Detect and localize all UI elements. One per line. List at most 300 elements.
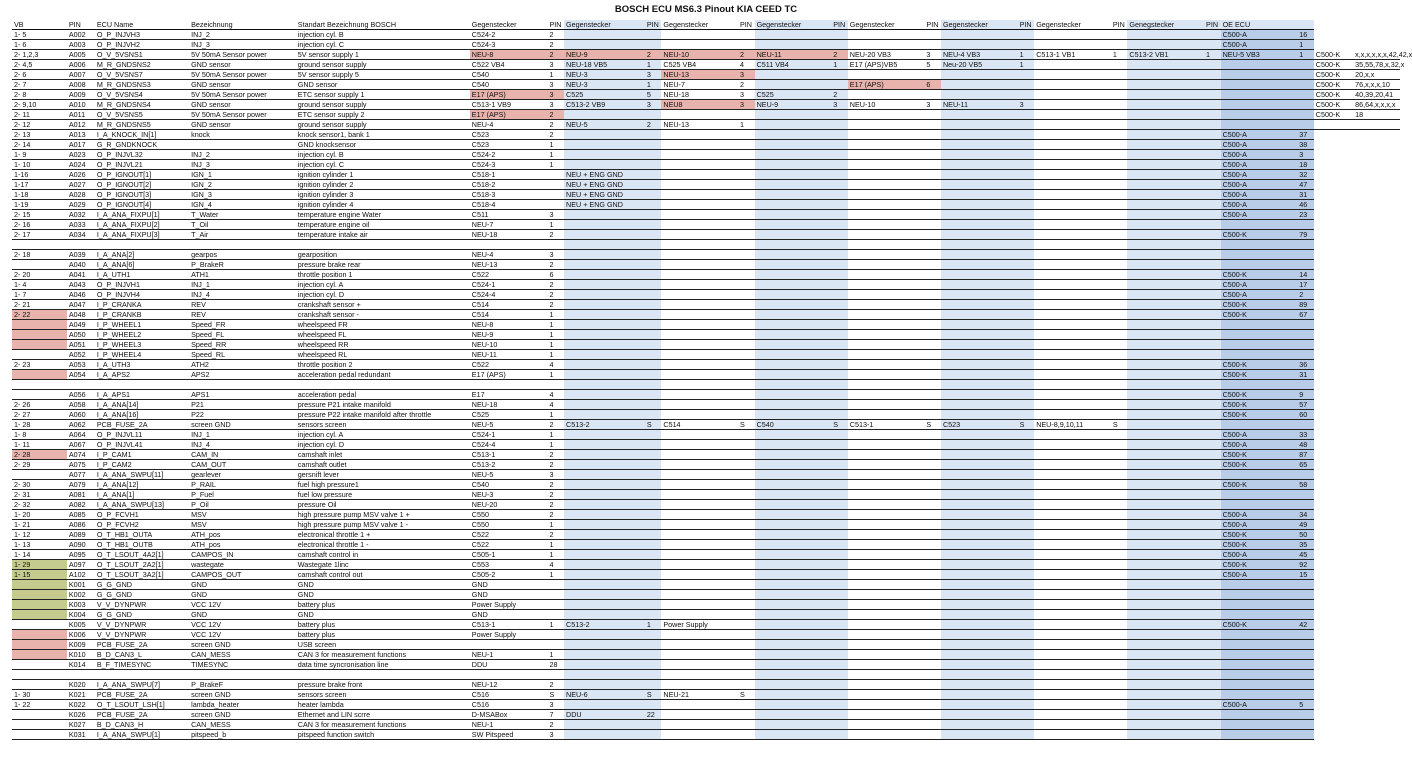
table-cell: 35: [1297, 540, 1314, 550]
table-cell: [564, 270, 645, 280]
table-cell: [1018, 160, 1035, 170]
table-cell: [831, 710, 848, 720]
table-cell: NEU-18: [470, 230, 548, 240]
table-cell: C500-K: [1221, 530, 1298, 540]
table-cell: [738, 260, 755, 270]
table-cell: [661, 460, 738, 470]
table-cell: [738, 720, 755, 730]
table-cell: [1127, 300, 1204, 310]
table-cell: 6: [547, 270, 564, 280]
table-cell: A074: [67, 450, 95, 460]
table-cell: [1297, 350, 1314, 360]
table-cell: [661, 710, 738, 720]
table-cell: camshaft outlet: [296, 460, 470, 470]
table-cell: [941, 460, 1018, 470]
table-cell: [924, 240, 941, 250]
table-cell: C516: [470, 700, 548, 710]
table-cell: [755, 240, 832, 250]
table-cell: 22: [645, 710, 662, 720]
table-cell: K003: [67, 600, 95, 610]
table-cell: [12, 660, 67, 670]
table-cell: [645, 400, 662, 410]
table-cell: [1221, 630, 1298, 640]
table-cell: NEU-9: [755, 100, 832, 110]
table-cell: [941, 700, 1018, 710]
table-cell: 2: [547, 500, 564, 510]
header-cell: Bezeichnung: [189, 20, 296, 30]
table-cell: [1111, 590, 1128, 600]
table-cell: I_P_WHEEL1: [95, 320, 189, 330]
table-cell: [831, 30, 848, 40]
table-cell: DDU: [470, 660, 548, 670]
table-cell: C500-A: [1221, 40, 1298, 50]
table-cell: [1018, 120, 1035, 130]
table-cell: O_T_LSOUT_4A2[1]: [95, 550, 189, 560]
table-cell: [1204, 280, 1221, 290]
table-cell: [564, 470, 645, 480]
table-cell: [755, 680, 832, 690]
table-cell: [941, 260, 1018, 270]
table-cell: C500-K: [1221, 560, 1298, 570]
table-cell: 3: [738, 90, 755, 100]
table-cell: [1034, 310, 1111, 320]
sheet-title: BOSCH ECU MS6.3 Pinout KIA CEED TC: [614, 4, 798, 15]
table-cell: I_A_ANA[12]: [95, 480, 189, 490]
table-cell: [1297, 720, 1314, 730]
table-cell: [941, 490, 1018, 500]
table-cell: [1221, 730, 1298, 740]
header-cell: PIN: [1204, 20, 1221, 30]
table-cell: C513-1: [470, 620, 548, 630]
table-cell: [661, 500, 738, 510]
table-cell: [1018, 690, 1035, 700]
table-cell: [12, 720, 67, 730]
table-cell: C500-A: [1221, 570, 1298, 580]
table-cell: [645, 510, 662, 520]
table-cell: [755, 610, 832, 620]
table-cell: NEU-7: [470, 220, 548, 230]
table-cell: [12, 330, 67, 340]
table-cell: S: [547, 690, 564, 700]
table-cell: [661, 310, 738, 320]
table-cell: 2: [547, 230, 564, 240]
table-cell: [1034, 110, 1111, 120]
table-cell: [848, 630, 925, 640]
table-cell: C511 VB4: [755, 60, 832, 70]
table-cell: [831, 440, 848, 450]
table-cell: [661, 270, 738, 280]
table-cell: M_R_GNDSNS4: [95, 100, 189, 110]
table-cell: [924, 350, 941, 360]
table-cell: [1034, 720, 1111, 730]
table-cell: [661, 340, 738, 350]
table-cell: [738, 450, 755, 460]
table-cell: [67, 670, 95, 680]
table-cell: [848, 140, 925, 150]
table-cell: [1018, 660, 1035, 670]
table-cell: [755, 110, 832, 120]
table-cell: 2: [547, 130, 564, 140]
table-cell: [1204, 100, 1221, 110]
table-cell: [755, 570, 832, 580]
table-cell: C524-4: [470, 440, 548, 450]
table-cell: [1111, 380, 1128, 390]
table-cell: [645, 580, 662, 590]
table-cell: [1221, 720, 1298, 730]
table-cell: [755, 280, 832, 290]
table-cell: acceleration pedal redundant: [296, 370, 470, 380]
table-cell: [189, 380, 296, 390]
table-cell: [1127, 360, 1204, 370]
table-cell: [848, 380, 925, 390]
table-cell: [1127, 530, 1204, 540]
table-cell: [661, 130, 738, 140]
table-cell: [645, 250, 662, 260]
table-cell: NEU-6: [564, 690, 645, 700]
table-cell: 1: [547, 340, 564, 350]
table-cell: [755, 250, 832, 260]
table-cell: [755, 460, 832, 470]
table-cell: [1127, 620, 1204, 630]
table-cell: [738, 660, 755, 670]
table-cell: [1111, 600, 1128, 610]
table-cell: 65: [1297, 460, 1314, 470]
table-cell: [661, 320, 738, 330]
table-cell: [661, 110, 738, 120]
table-cell: [1297, 120, 1314, 130]
table-cell: [1018, 180, 1035, 190]
table-cell: battery plus: [296, 620, 470, 630]
table-cell: [755, 300, 832, 310]
table-cell: 47: [1297, 180, 1314, 190]
table-cell: [564, 650, 645, 660]
table-row: [12, 120, 1400, 130]
table-cell: [1018, 260, 1035, 270]
table-cell: [1127, 100, 1204, 110]
table-cell: 5V 50mA Sensor power: [189, 70, 296, 80]
table-cell: [1111, 240, 1128, 250]
table-cell: 2: [738, 80, 755, 90]
table-cell: [848, 170, 925, 180]
table-cell: 1: [1297, 40, 1314, 50]
table-cell: [1018, 150, 1035, 160]
table-cell: [12, 640, 67, 650]
table-cell: [1034, 300, 1111, 310]
table-cell: [941, 230, 1018, 240]
table-cell: [738, 560, 755, 570]
table-cell: [661, 140, 738, 150]
table-cell: 3: [547, 80, 564, 90]
table-cell: [1204, 570, 1221, 580]
table-cell: [1111, 410, 1128, 420]
table-cell: [1127, 410, 1204, 420]
table-row: [12, 500, 1400, 510]
table-cell: 32: [1297, 170, 1314, 180]
table-cell: C500-K: [1314, 100, 1353, 110]
table-cell: [661, 330, 738, 340]
table-cell: [738, 330, 755, 340]
table-cell: 1- 6: [12, 40, 67, 50]
table-cell: [1204, 550, 1221, 560]
table-cell: [1127, 710, 1204, 720]
table-cell: [645, 460, 662, 470]
table-cell: O_P_INJVH4: [95, 290, 189, 300]
table-cell: [661, 210, 738, 220]
table-cell: [738, 310, 755, 320]
table-cell: electronical throttle 1 -: [296, 540, 470, 550]
table-cell: injection cyl. C: [296, 40, 470, 50]
table-cell: I_A_ANA_SWPU[1]: [95, 730, 189, 740]
table-cell: [831, 650, 848, 660]
table-cell: C524-2: [470, 30, 548, 40]
table-cell: M_R_GNDSNS3: [95, 80, 189, 90]
table-cell: M_R_GNDSNS2: [95, 60, 189, 70]
table-cell: [564, 290, 645, 300]
table-cell: [738, 440, 755, 450]
table-cell: [1127, 490, 1204, 500]
table-cell: [1221, 600, 1298, 610]
table-cell: GND sensor: [189, 60, 296, 70]
table-cell: [755, 190, 832, 200]
table-cell: 2: [547, 450, 564, 460]
table-cell: pressure P21 intake manifold: [296, 400, 470, 410]
table-cell: [296, 240, 470, 250]
table-cell: [831, 250, 848, 260]
table-cell: [831, 300, 848, 310]
table-cell: [661, 280, 738, 290]
table-cell: [738, 110, 755, 120]
table-cell: [645, 260, 662, 270]
table-cell: 3: [547, 250, 564, 260]
table-cell: [831, 370, 848, 380]
table-cell: [1204, 680, 1221, 690]
table-cell: [661, 570, 738, 580]
table-cell: [1034, 510, 1111, 520]
table-cell: 1: [547, 310, 564, 320]
table-cell: [831, 530, 848, 540]
table-cell: C500-A: [1221, 520, 1298, 530]
table-cell: C524-4: [470, 290, 548, 300]
table-cell: [924, 490, 941, 500]
table-cell: [1111, 610, 1128, 620]
table-cell: 2- 26: [12, 400, 67, 410]
table-row: [12, 630, 1400, 640]
table-cell: [831, 500, 848, 510]
table-cell: 1: [1018, 60, 1035, 70]
table-cell: [1204, 360, 1221, 370]
table-cell: K006: [67, 630, 95, 640]
table-cell: [924, 510, 941, 520]
table-cell: [924, 500, 941, 510]
table-cell: NEU-18 VB5: [564, 60, 645, 70]
table-cell: [831, 240, 848, 250]
table-cell: P_BrakeF: [189, 680, 296, 690]
table-cell: E17: [470, 390, 548, 400]
table-cell: [661, 490, 738, 500]
table-cell: [1127, 540, 1204, 550]
table-cell: C524-3: [470, 40, 548, 50]
table-cell: battery plus: [296, 630, 470, 640]
table-cell: [1297, 630, 1314, 640]
table-cell: [645, 540, 662, 550]
table-cell: 2- 20: [12, 270, 67, 280]
table-cell: 2: [547, 120, 564, 130]
table-cell: O_T_HB1_OUTA: [95, 530, 189, 540]
table-cell: A013: [67, 130, 95, 140]
table-cell: [1111, 170, 1128, 180]
table-cell: [1204, 620, 1221, 630]
table-cell: [645, 700, 662, 710]
table-cell: [755, 370, 832, 380]
table-cell: [831, 200, 848, 210]
table-cell: [1111, 310, 1128, 320]
table-cell: [848, 650, 925, 660]
table-cell: [547, 670, 564, 680]
table-cell: [738, 240, 755, 250]
table-cell: 2- 23: [12, 360, 67, 370]
table-cell: A026: [67, 170, 95, 180]
table-cell: [738, 630, 755, 640]
table-row: [12, 170, 1400, 180]
table-cell: K020: [67, 680, 95, 690]
table-cell: lambda_heater: [189, 700, 296, 710]
table-cell: [738, 410, 755, 420]
table-cell: [1018, 220, 1035, 230]
table-cell: P_Oil: [189, 500, 296, 510]
table-cell: 16: [1297, 30, 1314, 40]
table-cell: O_V_5VSNS1: [95, 50, 189, 60]
table-cell: 2- 7: [12, 80, 67, 90]
table-cell: C513-2 VB1: [1127, 50, 1204, 60]
table-cell: [1204, 690, 1221, 700]
table-cell: electronical throttle 1 +: [296, 530, 470, 540]
table-cell: [1204, 420, 1221, 430]
table-cell: camshaft inlet: [296, 450, 470, 460]
table-cell: [1018, 670, 1035, 680]
table-cell: [738, 540, 755, 550]
table-cell: 2- 12: [12, 120, 67, 130]
table-cell: C500-A: [1221, 30, 1298, 40]
table-cell: 1: [547, 350, 564, 360]
table-cell: A048: [67, 310, 95, 320]
table-cell: 1- 30: [12, 690, 67, 700]
table-cell: 2: [547, 50, 564, 60]
table-cell: A041: [67, 270, 95, 280]
table-cell: [1111, 660, 1128, 670]
table-cell: [848, 360, 925, 370]
table-cell: NEU-12: [470, 680, 548, 690]
table-cell: [941, 640, 1018, 650]
table-cell: 1- 15: [12, 570, 67, 580]
table-cell: C518-3: [470, 190, 548, 200]
table-cell: [1204, 560, 1221, 570]
table-cell: [1127, 650, 1204, 660]
table-cell: [831, 230, 848, 240]
table-cell: [831, 610, 848, 620]
table-cell: [738, 430, 755, 440]
table-cell: [738, 600, 755, 610]
table-cell: [924, 200, 941, 210]
table-cell: [1204, 460, 1221, 470]
table-cell: [848, 710, 925, 720]
table-cell: 1: [1111, 50, 1128, 60]
table-cell: [755, 80, 832, 90]
table-cell: [831, 550, 848, 560]
table-cell: NEU-7: [661, 80, 738, 90]
table-cell: [1127, 550, 1204, 560]
table-cell: [1018, 330, 1035, 340]
table-cell: [1297, 730, 1314, 740]
table-cell: 38: [1297, 140, 1314, 150]
table-row: [12, 680, 1400, 690]
table-cell: [848, 560, 925, 570]
table-cell: [924, 700, 941, 710]
table-cell: [1034, 680, 1111, 690]
table-cell: [1111, 110, 1128, 120]
table-cell: [564, 30, 645, 40]
table-cell: [1111, 440, 1128, 450]
table-cell: [1204, 170, 1221, 180]
table-cell: wastegate: [189, 560, 296, 570]
table-cell: [1034, 450, 1111, 460]
table-cell: [848, 690, 925, 700]
table-cell: [1297, 710, 1314, 720]
table-cell: [738, 40, 755, 50]
table-cell: [755, 540, 832, 550]
table-cell: [1018, 140, 1035, 150]
table-cell: [1111, 30, 1128, 40]
table-cell: [1034, 380, 1111, 390]
table-cell: C522 VB4: [470, 60, 548, 70]
header-cell: Gegenstecker: [848, 20, 925, 30]
table-cell: 2: [547, 720, 564, 730]
table-cell: [941, 570, 1018, 580]
table-cell: [1034, 150, 1111, 160]
table-cell: [1018, 270, 1035, 280]
table-cell: 1: [547, 150, 564, 160]
table-cell: [831, 110, 848, 120]
table-cell: 2: [547, 290, 564, 300]
table-cell: [564, 250, 645, 260]
table-cell: [1221, 250, 1298, 260]
table-cell: [1034, 370, 1111, 380]
table-cell: [1034, 480, 1111, 490]
table-cell: G_G_GND: [95, 580, 189, 590]
table-cell: [755, 450, 832, 460]
table-cell: 1- 8: [12, 430, 67, 440]
table-cell: O_P_INJVH2: [95, 40, 189, 50]
table-cell: [924, 410, 941, 420]
table-cell: [661, 610, 738, 620]
table-cell: [661, 510, 738, 520]
table-cell: [1111, 450, 1128, 460]
table-cell: [1111, 270, 1128, 280]
table-cell: [924, 70, 941, 80]
table-cell: [1204, 250, 1221, 260]
table-cell: 2- 22: [12, 310, 67, 320]
table-cell: [848, 280, 925, 290]
table-cell: [755, 330, 832, 340]
table-cell: [1204, 580, 1221, 590]
table-cell: ATH2: [189, 360, 296, 370]
table-cell: C500-K: [1221, 400, 1298, 410]
table-cell: [1034, 270, 1111, 280]
table-cell: [924, 110, 941, 120]
table-cell: [755, 320, 832, 330]
table-cell: C500-A: [1221, 180, 1298, 190]
table-cell: [924, 310, 941, 320]
table-cell: [1111, 340, 1128, 350]
